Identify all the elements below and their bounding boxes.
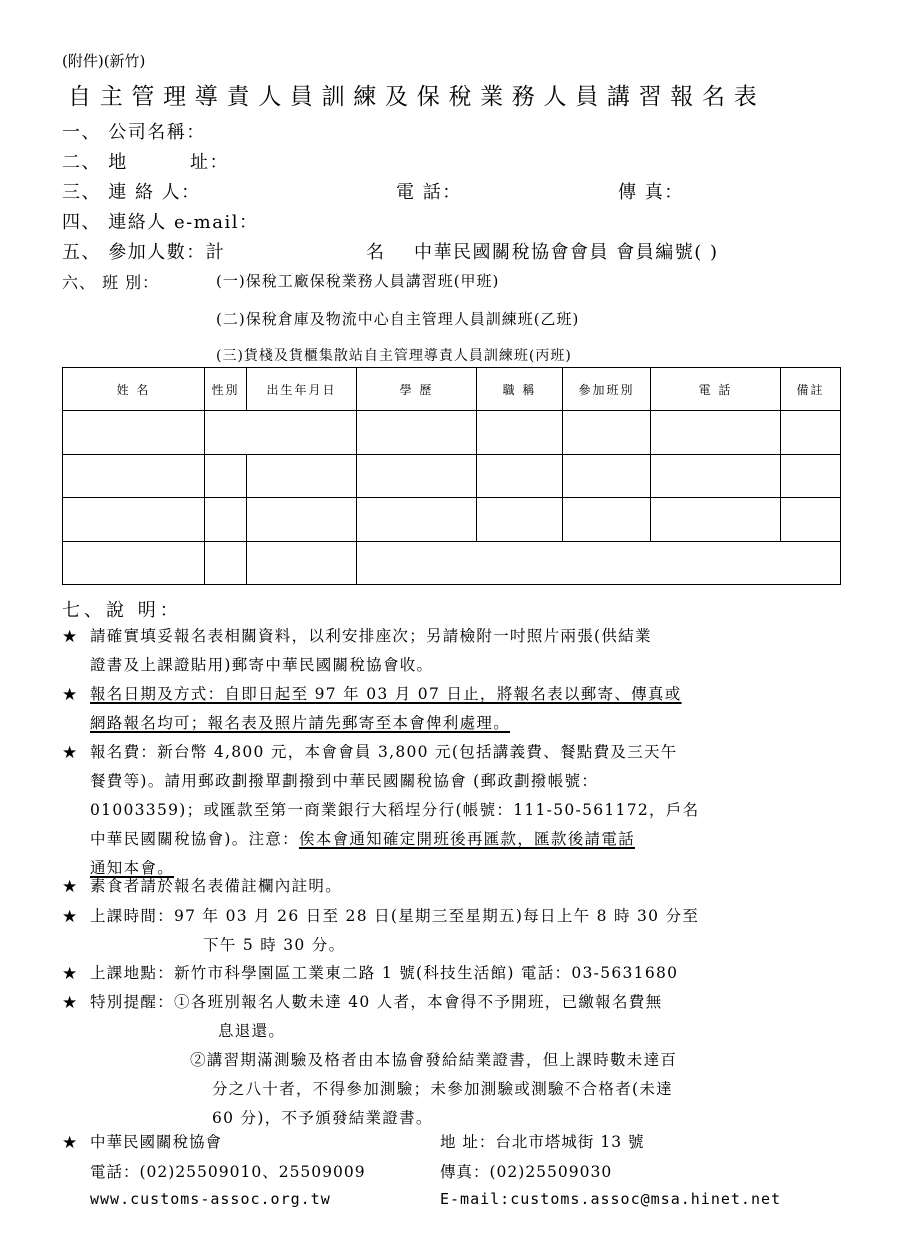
note-4-line-1: 素食者請於報名表備註欄內註明。 <box>90 877 343 895</box>
address-field: 址： <box>190 152 229 173</box>
footer-org: 中華民國關稅協會 <box>90 1133 223 1151</box>
footer-website: www.customs-assoc.org.tw <box>90 1190 331 1208</box>
member-number-field: 中華民國關稅協會會員 會員編號( ) <box>414 242 719 263</box>
attendee-count-label: 五、 參加人數：計 <box>62 242 226 263</box>
note-1-line-1: 請確實填妥報名表相關資料，以利安排座次；另請檢附一吋照片兩張(供結業 <box>90 627 652 645</box>
note-7-line-5: 60 分)，不予頒發結業證書。 <box>212 1109 433 1127</box>
footer-fax: 傳真：(02)25509030 <box>440 1163 613 1181</box>
note-1 <box>90 622 652 680</box>
star-icon: ★ <box>62 993 78 1013</box>
note-7-line-3: ②講習期滿測驗及格者由本協會發給結業證書，但上課時數未達百 <box>190 1051 678 1069</box>
table-row <box>63 454 841 498</box>
email-field: 四、 連絡人 e-mail： <box>62 212 259 233</box>
class-option-3: (三)貨棧及貨櫃集散站自主管理導責人員訓練班(丙班) <box>216 348 572 364</box>
class-option-1: (一)保稅工廠保稅業務人員講習班(甲班) <box>216 272 500 290</box>
note-3-line-5: 通知本會。 <box>90 859 175 877</box>
star-icon: ★ <box>62 627 78 647</box>
table-row <box>63 411 841 455</box>
note-2 <box>90 680 682 738</box>
fax-field: 傳 真： <box>618 182 684 203</box>
note-7-line-1: 特別提醒：①各班別報名人數未達 40 人者，本會得不予開班，已繳報名費無 <box>90 993 663 1011</box>
star-icon: ★ <box>62 964 78 984</box>
header-birthdate: 出生年月日 <box>247 368 357 411</box>
class-option-2: (二)保稅倉庫及物流中心自主管理人員訓練班(乙班) <box>216 310 580 328</box>
note-5-line-2: 下午 5 時 30 分。 <box>203 936 346 954</box>
header-title: 職 稱 <box>477 368 563 411</box>
note-4 <box>90 872 342 901</box>
star-icon: ★ <box>62 743 78 763</box>
class-label: 六、 班 別： <box>62 273 160 292</box>
table-row <box>63 498 841 542</box>
footer-address: 地 址：台北市塔城街 13 號 <box>440 1133 645 1151</box>
star-icon: ★ <box>62 907 78 927</box>
footer-email: E-mail:customs.assoc@msa.hinet.net <box>440 1190 782 1208</box>
contact-person-field: 三、 連 絡 人： <box>62 182 201 203</box>
note-3-line-4: 中華民國關稅協會)。注意： <box>90 830 299 848</box>
note-7 <box>90 988 677 1133</box>
note-7-line-4: 分之八十者，不得參加測驗；未參加測驗或測驗不合格者(未達 <box>212 1080 673 1098</box>
star-icon: ★ <box>62 1133 78 1153</box>
form-title: 自主管理導責人員訓練及保稅業務人員講習報名表 <box>68 84 766 110</box>
note-7-line-2: 息退還。 <box>218 1022 286 1040</box>
note-3-line-4-underlined: 俟本會通知確定開班後再匯款，匯款後請電話 <box>298 830 635 848</box>
note-5-line-1: 上課時間：97 年 03 月 26 日至 28 日(星期三至星期五)每日上午 8 時 30 分至 <box>90 907 700 925</box>
note-1-line-2: 證書及上課證貼用)郵寄中華民國關稅協會收。 <box>90 656 434 674</box>
header-phone: 電 話 <box>651 368 781 411</box>
attendee-count-unit: 名 <box>366 242 386 263</box>
note-6 <box>90 959 678 988</box>
table-header-row <box>63 368 841 411</box>
header-remarks: 備註 <box>781 368 841 411</box>
header-education: 學 歷 <box>357 368 477 411</box>
star-icon: ★ <box>62 877 78 897</box>
notes-heading: 七、說 明： <box>62 600 182 621</box>
note-5 <box>90 902 699 960</box>
phone-field: 電 話： <box>396 182 462 203</box>
note-2-line-2: 網路報名均可；報名表及照片請先郵寄至本會俾利處理。 <box>90 714 511 732</box>
company-name-field: 一、 公司名稱： <box>62 122 206 143</box>
header-class: 參加班別 <box>563 368 651 411</box>
attachment-label: (附件)(新竹) <box>62 52 146 70</box>
note-3-line-3: 01003359)；或匯款至第一商業銀行大稻埕分行(帳號：111-50-561172，戶名 <box>90 801 700 819</box>
note-6-line-1: 上課地點：新竹市科學園區工業東二路 1 號(科技生活館) 電話：03-5631680 <box>90 964 679 982</box>
header-gender: 性別 <box>205 368 247 411</box>
note-3-line-1: 報名費：新台幣 4,800 元，本會會員 3,800 元(包括講義費、餐點費及三天午 <box>90 743 678 761</box>
star-icon: ★ <box>62 685 78 705</box>
registration-table <box>62 367 841 585</box>
header-name: 姓 名 <box>63 368 205 411</box>
note-3 <box>90 738 699 883</box>
note-2-line-1: 報名日期及方式：自即日起至 97 年 03 月 07 日止，將報名表以郵寄、傳真或 <box>90 685 682 703</box>
note-3-line-2: 餐費等)。請用郵政劃撥單劃撥到中華民國關稅協會 (郵政劃撥帳號： <box>90 772 599 790</box>
address-label: 二、 地 <box>62 152 128 173</box>
table-row <box>63 541 841 585</box>
footer-phone: 電話：(02)25509010、25509009 <box>90 1163 366 1181</box>
